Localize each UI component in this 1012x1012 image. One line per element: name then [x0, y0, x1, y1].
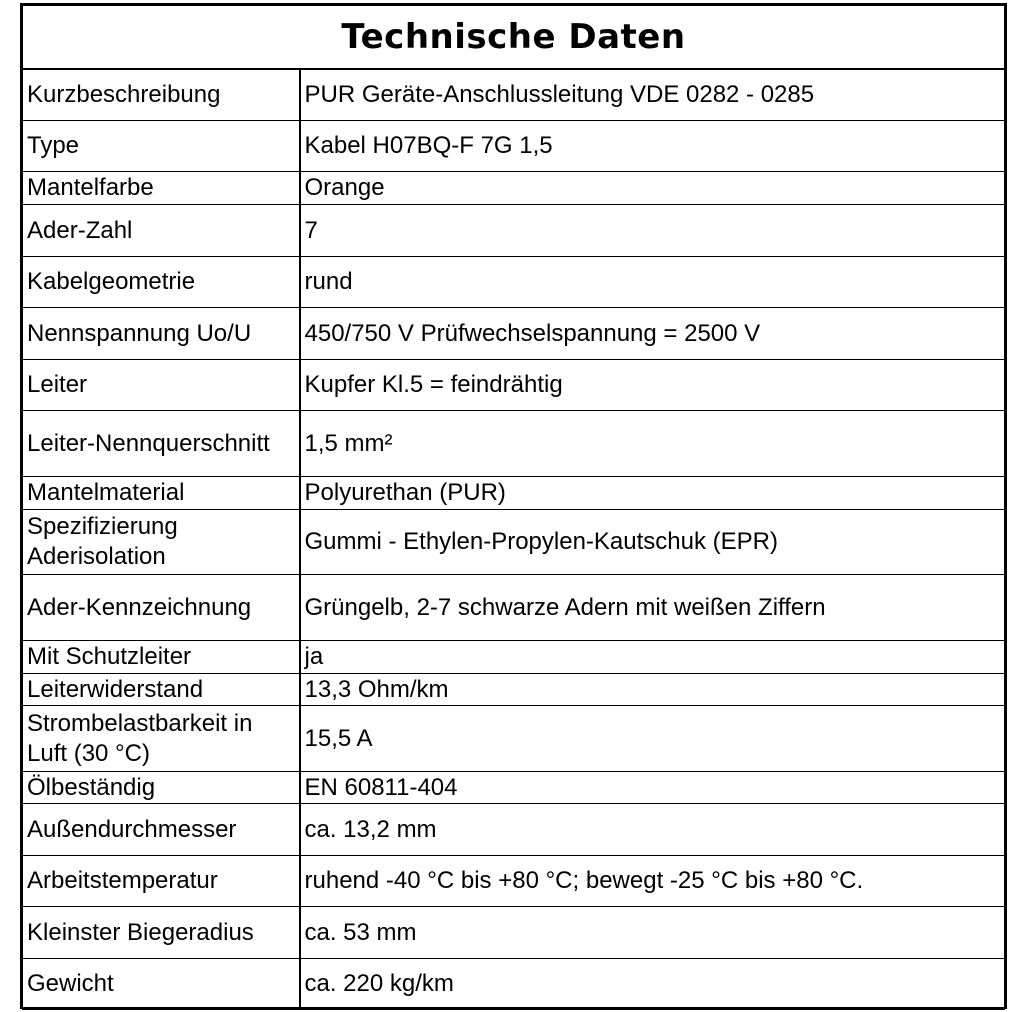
row-value: Gummi - Ethylen-Propylen-Kautschuk (EPR): [300, 510, 1005, 575]
row-label: Leiterwiderstand: [23, 674, 300, 706]
row-label: Ader-Kennzeichnung: [23, 575, 300, 641]
table-row: [23, 856, 1005, 907]
table-row: [23, 641, 1005, 674]
row-value: Polyurethan (PUR): [300, 477, 1005, 510]
row-value: 7: [300, 205, 1005, 257]
table-row: [23, 360, 1005, 411]
row-value: ca. 53 mm: [300, 907, 1005, 959]
row-value: 15,5 A: [300, 706, 1005, 772]
table-row: [23, 477, 1005, 510]
row-label: Type: [23, 121, 300, 172]
table-row: [23, 69, 1005, 121]
row-value: Kabel H07BQ-F 7G 1,5: [300, 121, 1005, 172]
row-label: Spezifizierung Aderisolation: [23, 510, 300, 575]
row-value: PUR Geräte-Anschlussleitung VDE 0282 - 0285: [300, 69, 1005, 121]
table-title: Technische Daten: [23, 6, 1005, 69]
row-label: Außendurchmesser: [23, 804, 300, 856]
row-value: ruhend -40 °C bis +80 °C; bewegt -25 °C bis +80 °C.: [300, 856, 1005, 907]
row-value: ja: [300, 641, 1005, 674]
row-label: Kurzbeschreibung: [23, 69, 300, 121]
row-value: EN 60811-404: [300, 772, 1005, 804]
row-value: ca. 13,2 mm: [300, 804, 1005, 856]
table-row: [23, 411, 1005, 477]
row-label: Mantelfarbe: [23, 172, 300, 205]
row-label: Ader-Zahl: [23, 205, 300, 257]
row-value: ca. 220 kg/km: [300, 959, 1005, 1010]
table-row: [23, 205, 1005, 257]
row-label: Strombelastbarkeit in Luft (30 °C): [23, 706, 300, 772]
table-row: [23, 308, 1005, 360]
table-row: [23, 510, 1005, 575]
row-label: Kleinster Biegeradius: [23, 907, 300, 959]
row-value: Kupfer Kl.5 = feindrähtig: [300, 360, 1005, 411]
row-label: Mit Schutzleiter: [23, 641, 300, 674]
row-label: Leiter-Nennquerschnitt: [23, 411, 300, 477]
table-row: [23, 959, 1005, 1010]
row-value: 450/750 V Prüfwechselspannung = 2500 V: [300, 308, 1005, 360]
row-label: Ölbeständig: [23, 772, 300, 804]
row-label: Nennspannung Uo/U: [23, 308, 300, 360]
table-row: [23, 706, 1005, 772]
row-label: Kabelgeometrie: [23, 257, 300, 308]
table-row: [23, 575, 1005, 641]
row-label: Gewicht: [23, 959, 300, 1010]
row-label: Arbeitstemperatur: [23, 856, 300, 907]
table-row: [23, 674, 1005, 706]
row-value: Orange: [300, 172, 1005, 205]
title-row: [23, 6, 1005, 69]
row-label: Leiter: [23, 360, 300, 411]
spec-table: [22, 5, 1005, 1010]
table-row: [23, 907, 1005, 959]
table-row: [23, 804, 1005, 856]
row-value: Grüngelb, 2-7 schwarze Adern mit weißen Ziffern: [300, 575, 1005, 641]
row-value: rund: [300, 257, 1005, 308]
spec-sheet: [20, 3, 1007, 1009]
table-row: [23, 172, 1005, 205]
row-label: Mantelmaterial: [23, 477, 300, 510]
table-row: [23, 772, 1005, 804]
table-row: [23, 121, 1005, 172]
row-value: 1,5 mm²: [300, 411, 1005, 477]
table-row: [23, 257, 1005, 308]
row-value: 13,3 Ohm/km: [300, 674, 1005, 706]
